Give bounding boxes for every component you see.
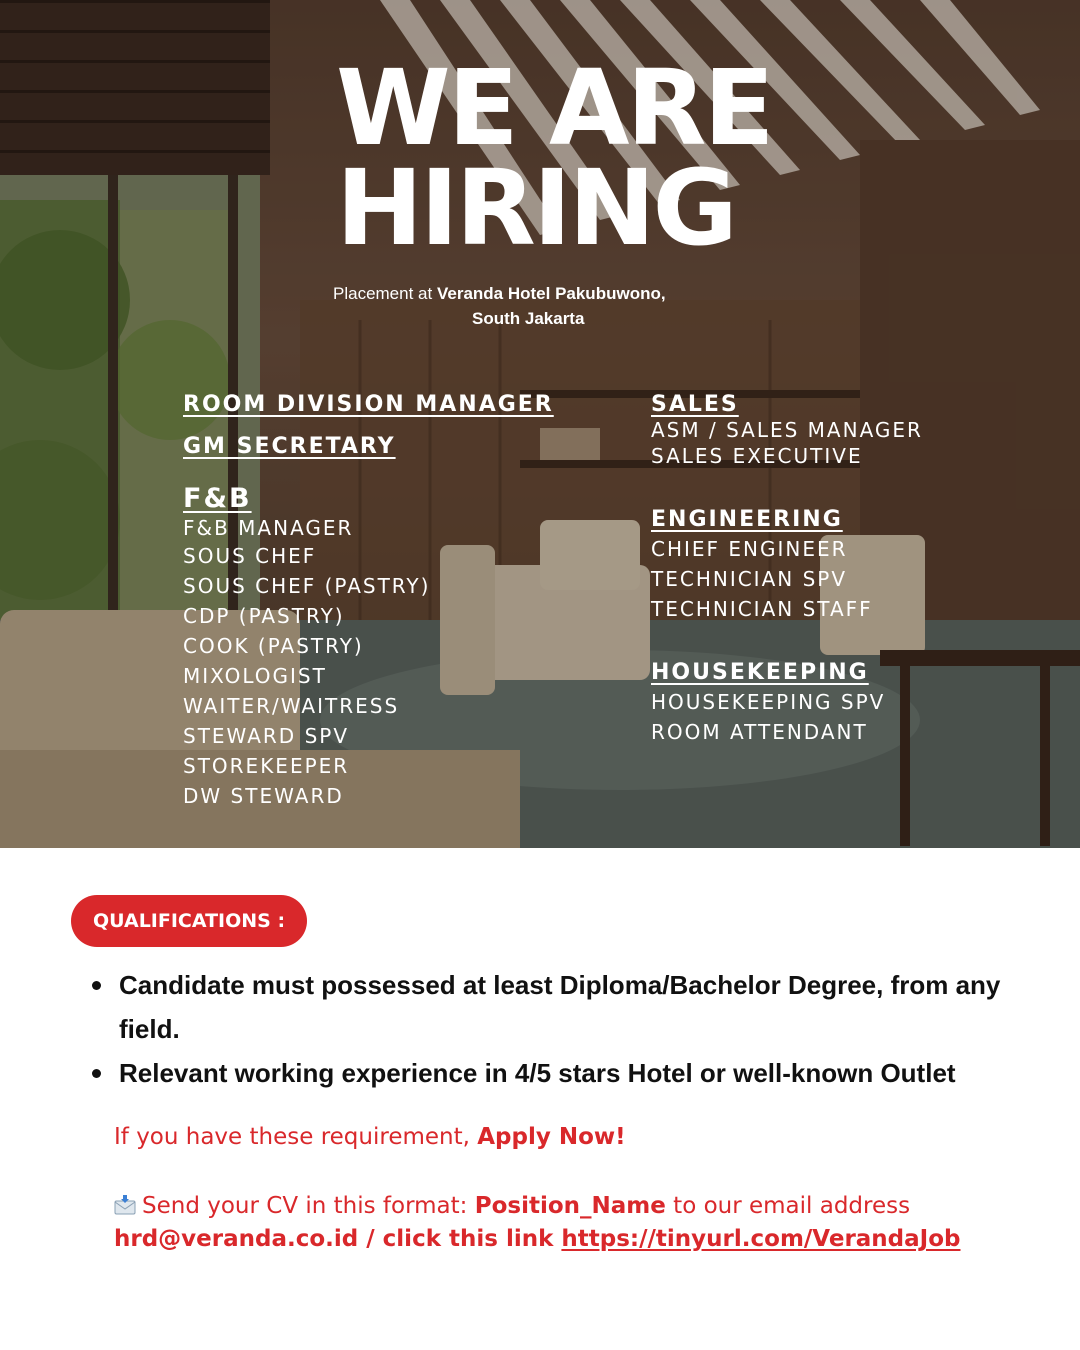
fb-list xyxy=(183,514,554,811)
job-item: CHIEF ENGINEER xyxy=(651,537,848,561)
qualifications-badge: QUALIFICATIONS : xyxy=(71,895,307,947)
job-item: TECHNICIAN SPV xyxy=(651,567,848,591)
placement-prefix: Placement at xyxy=(333,284,433,303)
bullet-icon xyxy=(92,1069,101,1078)
job-item: SOUS CHEF xyxy=(183,544,317,568)
qualification-item xyxy=(90,1051,1040,1095)
job-item: MIXOLOGIST xyxy=(183,664,327,688)
send-prefix: Send your CV in this format: xyxy=(142,1193,475,1219)
job-item: ROOM ATTENDANT xyxy=(651,720,868,744)
job-item: COOK (PASTRY) xyxy=(183,634,364,658)
apply-text xyxy=(114,1124,626,1150)
bullet-icon xyxy=(92,981,101,990)
apply-link[interactable]: https://tinyurl.com/VerandaJob xyxy=(561,1226,961,1252)
job-item: DW STEWARD xyxy=(183,784,344,808)
engineering-list xyxy=(651,534,923,624)
job-item: TECHNICIAN STAFF xyxy=(651,597,873,621)
qualifications-list xyxy=(90,963,1040,1095)
fb-heading: F&B xyxy=(183,483,252,514)
send-middle: to our email address xyxy=(665,1193,911,1219)
headline-line-2: HIRING xyxy=(336,147,735,269)
job-gm-secretary: GM SECRETARY xyxy=(183,434,396,459)
qualification-item xyxy=(90,963,1040,1051)
job-item: STOREKEEPER xyxy=(183,754,350,778)
job-item: ASM / SALES MANAGER xyxy=(651,418,923,442)
housekeeping-heading: HOUSEKEEPING xyxy=(651,660,869,685)
placement-hotel: Veranda Hotel Pakubuwono, xyxy=(436,284,666,303)
job-item: SOUS CHEF (PASTRY) xyxy=(183,574,431,598)
qualification-text: Relevant working experience in 4/5 stars Hotel or well-known Outlet xyxy=(119,1058,956,1088)
email-and-click: hrd@veranda.co.id / click this link xyxy=(114,1226,562,1252)
job-item: WAITER/WAITRESS xyxy=(183,694,400,718)
send-cv-text xyxy=(114,1190,961,1256)
job-item: STEWARD SPV xyxy=(183,724,350,748)
job-list-left xyxy=(183,392,554,811)
job-item: SALES EXECUTIVE xyxy=(651,444,863,468)
job-item: CDP (PASTRY) xyxy=(183,604,345,628)
job-item: HOUSEKEEPING SPV xyxy=(651,690,886,714)
envelope-icon xyxy=(114,1192,136,1212)
placement-location: South Jakarta xyxy=(472,309,585,328)
placement-text xyxy=(333,281,763,331)
headline-line-1: WE ARE xyxy=(336,47,772,169)
qualification-text: Candidate must possessed at least Diploma/Bachelor Degree, from any field. xyxy=(119,970,1001,1044)
job-item: F&B MANAGER xyxy=(183,516,354,540)
headline xyxy=(336,47,772,269)
job-list-right xyxy=(651,392,923,747)
housekeeping-list xyxy=(651,687,923,747)
cv-format: Position_Name xyxy=(474,1193,666,1219)
sales-heading: SALES xyxy=(651,392,739,417)
engineering-heading: ENGINEERING xyxy=(651,507,843,532)
apply-lead: If you have these requirement, xyxy=(114,1124,478,1150)
job-room-division-manager: ROOM DIVISION MANAGER xyxy=(183,392,554,417)
apply-now: Apply Now! xyxy=(477,1124,626,1150)
